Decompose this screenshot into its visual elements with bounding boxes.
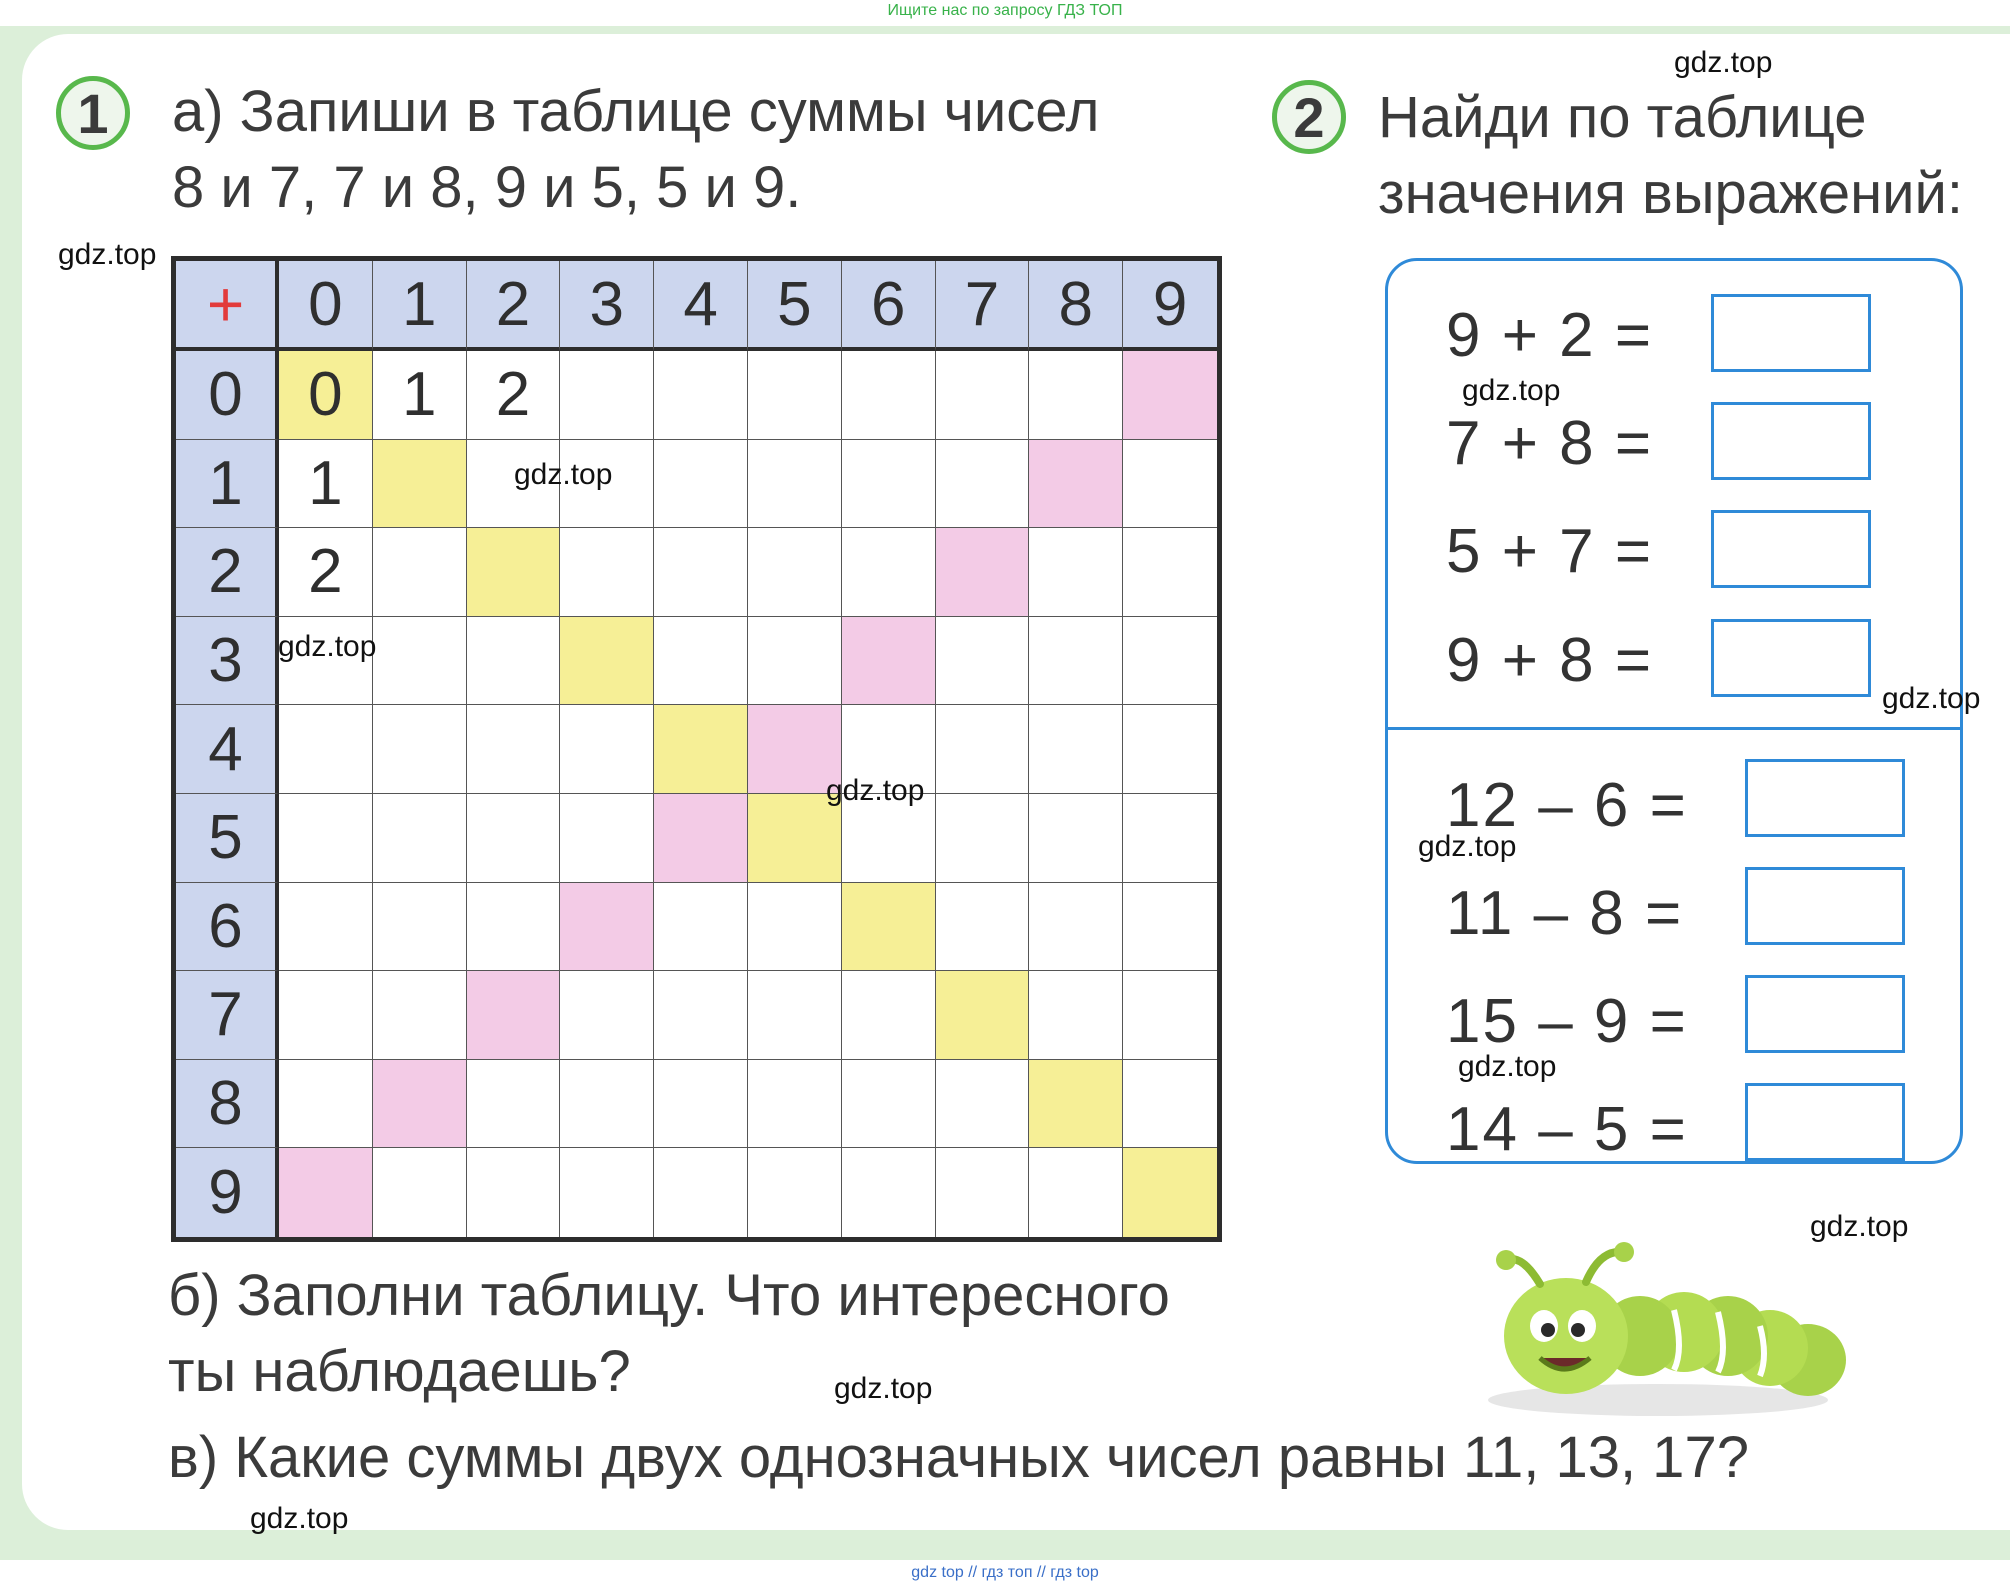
table-cell[interactable] [279, 1060, 373, 1149]
table-cell[interactable] [373, 883, 467, 972]
table-cell[interactable] [1029, 351, 1123, 440]
table-cell[interactable] [467, 794, 561, 883]
table-cell[interactable] [842, 351, 936, 440]
table-col-header: 6 [842, 261, 936, 351]
table-col-header: 7 [936, 261, 1030, 351]
table-row-header: 8 [176, 1060, 279, 1149]
table-row-header: 5 [176, 794, 279, 883]
table-cell[interactable]: 2 [279, 528, 373, 617]
table-cell[interactable] [560, 971, 654, 1060]
expression-top-1: 9 + 2 = [1446, 301, 1654, 370]
table-cell[interactable]: 0 [279, 351, 373, 440]
table-cell[interactable] [936, 1148, 1030, 1237]
table-col-header: 8 [1029, 261, 1123, 351]
table-cell[interactable] [842, 971, 936, 1060]
table-cell[interactable] [373, 705, 467, 794]
ex1-task-a-line1: а) Запиши в таблице суммы чисел [172, 79, 1100, 144]
table-cell[interactable] [748, 440, 842, 529]
table-row-header: 7 [176, 971, 279, 1060]
expression-bottom-1: 12 – 6 = [1446, 771, 1688, 840]
table-col-header: 9 [1123, 261, 1217, 351]
expression-top-3: 5 + 7 = [1446, 517, 1654, 586]
caterpillar-illustration [1478, 1240, 1858, 1420]
table-cell[interactable] [654, 440, 748, 529]
answer-box-bottom-4[interactable] [1745, 1083, 1905, 1161]
table-cell[interactable] [373, 971, 467, 1060]
expression-bottom-4: 14 – 5 = [1446, 1095, 1688, 1164]
watermark: gdz.top [1418, 830, 1517, 863]
table-cell[interactable] [560, 1148, 654, 1237]
table-cell[interactable] [1029, 440, 1123, 529]
table-cell[interactable] [936, 883, 1030, 972]
answer-box-bottom-3[interactable] [1745, 975, 1905, 1053]
expression-bottom-2: 11 – 8 = [1446, 879, 1684, 948]
table-cell[interactable] [748, 883, 842, 972]
watermark: gdz.top [1882, 682, 1981, 715]
ex1-task-c: в) Какие суммы двух однозначных чисел равны 11, 13, 17? [168, 1425, 1749, 1490]
table-cell[interactable] [654, 351, 748, 440]
exercise-1-number: 1 [56, 76, 130, 150]
table-cell[interactable] [1123, 705, 1217, 794]
exercise-2-number: 2 [1272, 80, 1346, 154]
table-corner-plus: + [176, 261, 279, 351]
watermark: gdz.top [834, 1372, 933, 1405]
bottom-banner: gdz top // гдз топ // гдз top [911, 1564, 1099, 1581]
table-cell[interactable] [1123, 971, 1217, 1060]
table-cell[interactable] [560, 351, 654, 440]
top-banner: Ищите нас по запросу ГДЗ ТОП [887, 2, 1123, 19]
answer-box-top-1[interactable] [1711, 294, 1871, 372]
table-cell[interactable] [654, 1060, 748, 1149]
table-cell[interactable] [467, 528, 561, 617]
addition-table [171, 256, 1222, 1242]
table-cell[interactable] [279, 794, 373, 883]
table-cell[interactable] [373, 1148, 467, 1237]
table-cell[interactable] [467, 705, 561, 794]
table-cell[interactable] [279, 971, 373, 1060]
table-row-header: 2 [176, 528, 279, 617]
watermark: gdz.top [1462, 374, 1561, 407]
table-cell[interactable] [654, 705, 748, 794]
ex1-task-b-line1: б) Заполни таблицу. Что интересного [168, 1263, 1170, 1328]
table-cell[interactable] [467, 971, 561, 1060]
table-row-header: 4 [176, 705, 279, 794]
table-cell[interactable] [654, 971, 748, 1060]
ex2-title-line1: Найди по таблице [1378, 85, 1867, 150]
table-row-header: 0 [176, 351, 279, 440]
table-cell[interactable] [842, 617, 936, 706]
watermark: gdz.top [58, 238, 157, 271]
table-cell[interactable] [1029, 528, 1123, 617]
table-row-header: 1 [176, 440, 279, 529]
table-cell[interactable] [1123, 794, 1217, 883]
table-cell[interactable] [1029, 1148, 1123, 1237]
table-cell[interactable] [654, 617, 748, 706]
watermark: gdz.top [1810, 1210, 1909, 1243]
table-cell[interactable] [560, 528, 654, 617]
expressions-divider [1386, 727, 1962, 730]
ex1-task-b-line2: ты наблюдаешь? [168, 1339, 631, 1404]
table-cell[interactable] [842, 883, 936, 972]
table-cell[interactable] [560, 705, 654, 794]
expression-top-4: 9 + 8 = [1446, 626, 1654, 695]
table-cell[interactable] [1123, 883, 1217, 972]
table-col-header: 4 [654, 261, 748, 351]
table-cell[interactable] [373, 528, 467, 617]
table-cell[interactable] [1029, 883, 1123, 972]
table-cell[interactable] [467, 617, 561, 706]
table-cell[interactable] [748, 971, 842, 1060]
table-cell[interactable] [1123, 440, 1217, 529]
watermark: gdz.top [514, 458, 613, 491]
table-cell[interactable] [842, 1060, 936, 1149]
table-col-header: 1 [373, 261, 467, 351]
table-cell[interactable] [654, 883, 748, 972]
table-row-header: 9 [176, 1148, 279, 1237]
table-cell[interactable] [654, 528, 748, 617]
watermark: gdz.top [278, 630, 377, 663]
table-cell[interactable]: 1 [373, 351, 467, 440]
watermark: gdz.top [1458, 1050, 1557, 1083]
answer-box-top-2[interactable] [1711, 402, 1871, 480]
table-cell[interactable] [560, 1060, 654, 1149]
table-cell[interactable] [1029, 971, 1123, 1060]
table-cell[interactable] [1123, 617, 1217, 706]
answer-box-top-3[interactable] [1711, 510, 1871, 588]
table-cell[interactable] [467, 1060, 561, 1149]
table-cell[interactable] [467, 883, 561, 972]
expression-top-2: 7 + 8 = [1446, 409, 1654, 478]
table-cell[interactable] [560, 794, 654, 883]
table-cell[interactable] [748, 1060, 842, 1149]
table-cell[interactable] [1029, 617, 1123, 706]
expression-bottom-3: 15 – 9 = [1446, 987, 1688, 1056]
table-cell[interactable] [1123, 351, 1217, 440]
table-cell[interactable] [748, 1148, 842, 1237]
table-cell[interactable] [936, 971, 1030, 1060]
table-cell[interactable] [936, 1060, 1030, 1149]
watermark: gdz.top [250, 1502, 349, 1535]
ex2-title-line2: значения выражений: [1378, 161, 1964, 226]
table-cell[interactable] [748, 351, 842, 440]
table-cell[interactable] [373, 1060, 467, 1149]
watermark: gdz.top [1674, 46, 1773, 79]
ex1-task-a-line2: 8 и 7, 7 и 8, 9 и 5, 5 и 9. [172, 155, 802, 220]
table-col-header: 2 [467, 261, 561, 351]
table-cell[interactable] [373, 440, 467, 529]
table-cell[interactable] [373, 617, 467, 706]
table-cell[interactable]: 1 [279, 440, 373, 529]
table-cell[interactable] [842, 440, 936, 529]
answer-box-bottom-1[interactable] [1745, 759, 1905, 837]
table-col-header: 5 [748, 261, 842, 351]
table-cell[interactable] [936, 351, 1030, 440]
table-cell[interactable] [748, 617, 842, 706]
table-cell[interactable] [1123, 1148, 1217, 1237]
table-cell[interactable] [842, 528, 936, 617]
table-cell[interactable] [936, 617, 1030, 706]
table-cell[interactable] [654, 1148, 748, 1237]
table-cell[interactable] [748, 528, 842, 617]
table-cell[interactable] [842, 1148, 936, 1237]
table-col-header: 0 [279, 261, 373, 351]
table-cell[interactable] [936, 705, 1030, 794]
table-cell[interactable] [279, 883, 373, 972]
table-cell[interactable] [936, 794, 1030, 883]
table-cell[interactable] [560, 883, 654, 972]
table-cell[interactable] [1029, 794, 1123, 883]
table-cell[interactable]: 2 [467, 351, 561, 440]
table-cell[interactable] [1029, 1060, 1123, 1149]
table-cell[interactable] [936, 528, 1030, 617]
table-cell[interactable] [279, 705, 373, 794]
table-row-header: 3 [176, 617, 279, 706]
table-cell[interactable] [467, 1148, 561, 1237]
table-cell[interactable] [279, 1148, 373, 1237]
table-col-header: 3 [560, 261, 654, 351]
table-cell[interactable] [560, 617, 654, 706]
answer-box-top-4[interactable] [1711, 619, 1871, 697]
table-cell[interactable] [1123, 1060, 1217, 1149]
table-cell[interactable] [654, 794, 748, 883]
table-cell[interactable] [373, 794, 467, 883]
table-row-header: 6 [176, 883, 279, 972]
table-cell[interactable] [936, 440, 1030, 529]
table-cell[interactable] [1029, 705, 1123, 794]
watermark: gdz.top [826, 774, 925, 807]
answer-box-bottom-2[interactable] [1745, 867, 1905, 945]
table-cell[interactable] [1123, 528, 1217, 617]
